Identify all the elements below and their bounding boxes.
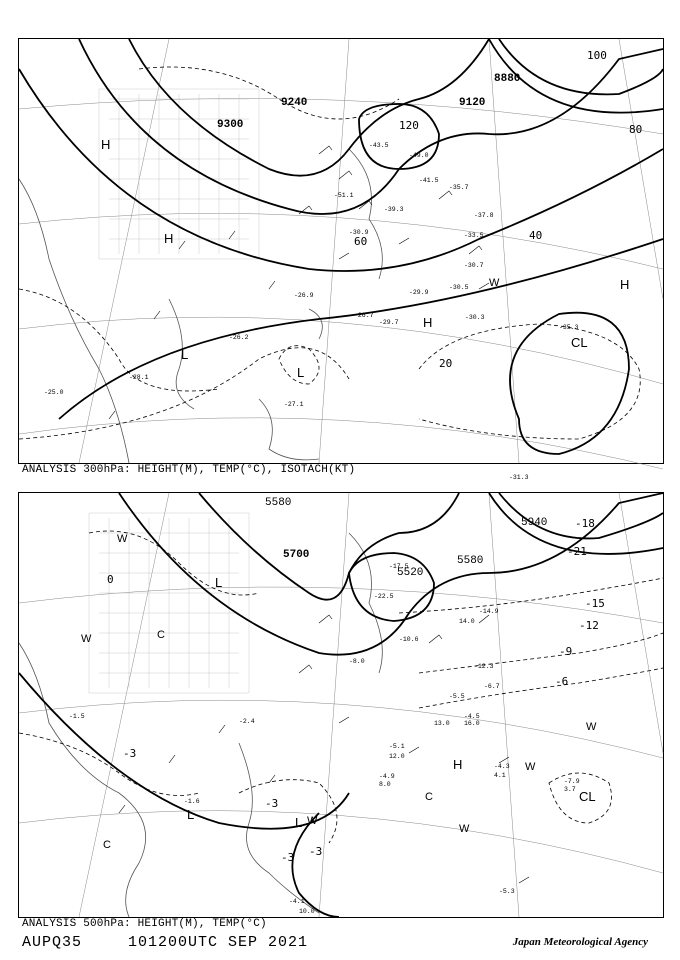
panel-caption-300hpa: ANALYSIS 300hPa: HEIGHT(M), TEMP(°C), ISOTACH(KT) bbox=[22, 464, 356, 476]
svg-text:-35.7: -35.7 bbox=[449, 184, 469, 191]
height-label-5520: 5520 bbox=[397, 567, 424, 579]
svg-text:-4.1: -4.1 bbox=[289, 898, 305, 905]
temp-label: -18 bbox=[575, 517, 595, 530]
svg-text:16.0: 16.0 bbox=[464, 720, 480, 727]
system-warm: W bbox=[525, 761, 536, 773]
svg-text:-33.5: -33.5 bbox=[464, 232, 484, 239]
svg-text:10.0: 10.0 bbox=[299, 908, 315, 915]
height-label-9240: 9240 bbox=[281, 97, 308, 109]
svg-text:-2.4: -2.4 bbox=[239, 718, 255, 725]
agency-name: Japan Meteorological Agency bbox=[512, 936, 648, 948]
svg-text:-39.3: -39.3 bbox=[384, 206, 404, 213]
hatched-area bbox=[89, 513, 249, 693]
system-high: H bbox=[164, 231, 174, 246]
isotach-label: 20 bbox=[439, 357, 453, 370]
system-low: L bbox=[215, 575, 223, 590]
system-high: H bbox=[620, 277, 630, 292]
system-cold: C bbox=[103, 839, 111, 851]
chart-code: AUPQ35 bbox=[22, 934, 83, 951]
svg-text:12.0: 12.0 bbox=[389, 753, 405, 760]
isotach-label: 100 bbox=[587, 49, 607, 62]
svg-text:-22.5: -22.5 bbox=[374, 593, 394, 600]
height-label-5580: 5580 bbox=[265, 497, 292, 509]
system-cold: C bbox=[157, 629, 165, 641]
height-contours bbox=[19, 39, 663, 454]
svg-text:-26.9: -26.9 bbox=[294, 292, 314, 299]
svg-text:-8.0: -8.0 bbox=[349, 658, 365, 665]
temp-label: -12 bbox=[579, 619, 599, 632]
svg-text:-30.7: -30.7 bbox=[464, 262, 484, 269]
temp-label: -3 bbox=[123, 747, 137, 760]
system-warm: W bbox=[81, 633, 92, 645]
svg-text:-29.7: -29.7 bbox=[379, 319, 399, 326]
panel-caption-500hpa: ANALYSIS 500hPa: HEIGHT(M), TEMP(°C) bbox=[22, 918, 267, 930]
system-low: L bbox=[295, 815, 303, 830]
svg-text:-12.3: -12.3 bbox=[474, 663, 494, 670]
system-cold: C bbox=[425, 791, 433, 803]
svg-text:3.7: 3.7 bbox=[564, 786, 576, 793]
temp-label: -3 bbox=[265, 797, 279, 810]
svg-text:-1.6: -1.6 bbox=[184, 798, 200, 805]
svg-text:-51.1: -51.1 bbox=[334, 192, 354, 199]
system-low: L bbox=[297, 365, 305, 380]
svg-text:-25.0: -25.0 bbox=[44, 389, 64, 396]
svg-text:-35.3: -35.3 bbox=[559, 324, 579, 331]
system-warm: W bbox=[307, 815, 318, 827]
coastline bbox=[19, 533, 382, 917]
svg-text:-31.3: -31.3 bbox=[509, 474, 529, 481]
svg-text:-30.5: -30.5 bbox=[449, 284, 469, 291]
map-panel-500hpa bbox=[18, 492, 664, 918]
svg-text:-7.9: -7.9 bbox=[564, 778, 580, 785]
temp-label: -9 bbox=[559, 645, 573, 658]
svg-text:13.0: 13.0 bbox=[434, 720, 450, 727]
height-label-9300: 9300 bbox=[217, 119, 244, 131]
height-label-5700: 5700 bbox=[283, 549, 310, 561]
system-low: L bbox=[187, 807, 195, 822]
svg-text:-10.6: -10.6 bbox=[399, 636, 419, 643]
svg-text:-5.5: -5.5 bbox=[449, 693, 465, 700]
svg-text:-4.3: -4.3 bbox=[494, 763, 510, 770]
station-obs bbox=[44, 142, 579, 481]
system-high: H bbox=[453, 757, 463, 772]
svg-text:-6.7: -6.7 bbox=[484, 683, 500, 690]
system-cold-low: CL bbox=[571, 335, 588, 350]
temp-label: -3 bbox=[281, 851, 295, 864]
isotach-label: 80 bbox=[629, 123, 643, 136]
temp-label: -15 bbox=[585, 597, 605, 610]
svg-text:4.1: 4.1 bbox=[494, 772, 506, 779]
svg-text:-26.7: -26.7 bbox=[354, 312, 374, 319]
system-high: H bbox=[423, 315, 433, 330]
svg-text:-28.1: -28.1 bbox=[129, 374, 149, 381]
isotach-label: 120 bbox=[399, 119, 419, 132]
coastline bbox=[19, 149, 382, 463]
svg-text:-4.9: -4.9 bbox=[379, 773, 395, 780]
svg-text:-30.9: -30.9 bbox=[349, 229, 369, 236]
isotach-label: 40 bbox=[529, 229, 543, 242]
svg-text:-29.9: -29.9 bbox=[409, 289, 429, 296]
system-warm: W bbox=[489, 277, 500, 289]
svg-text:-17.5: -17.5 bbox=[389, 563, 409, 570]
system-warm: W bbox=[459, 823, 470, 835]
station-obs bbox=[69, 563, 580, 915]
svg-text:-30.3: -30.3 bbox=[465, 314, 485, 321]
system-high: H bbox=[101, 137, 111, 152]
svg-text:-14.9: -14.9 bbox=[479, 608, 499, 615]
temp-label: 0 bbox=[107, 573, 114, 586]
height-label-8880: 8880 bbox=[494, 73, 521, 85]
svg-text:-49.0: -49.0 bbox=[409, 152, 429, 159]
svg-text:-27.1: -27.1 bbox=[284, 401, 304, 408]
system-warm: W bbox=[586, 721, 597, 733]
system-cold-low: CL bbox=[579, 789, 596, 804]
chart-datetime: 101200UTC SEP 2021 bbox=[128, 934, 309, 951]
temp-label: -3 bbox=[309, 845, 323, 858]
system-low: L bbox=[181, 347, 189, 362]
svg-text:-26.2: -26.2 bbox=[229, 334, 249, 341]
svg-text:-37.8: -37.8 bbox=[474, 212, 494, 219]
height-label-9120: 9120 bbox=[459, 97, 486, 109]
svg-text:-4.5: -4.5 bbox=[464, 713, 480, 720]
hatched-area bbox=[99, 89, 259, 259]
svg-text:-5.1: -5.1 bbox=[389, 743, 405, 750]
isotach-label: 60 bbox=[354, 235, 368, 248]
svg-text:-41.5: -41.5 bbox=[419, 177, 439, 184]
svg-text:8.0: 8.0 bbox=[379, 781, 391, 788]
svg-text:14.0: 14.0 bbox=[459, 618, 475, 625]
system-warm: W bbox=[117, 533, 128, 545]
temp-label: -6 bbox=[555, 675, 569, 688]
svg-text:-43.5: -43.5 bbox=[369, 142, 389, 149]
svg-text:-5.3: -5.3 bbox=[499, 888, 515, 895]
height-label-5580b: 5580 bbox=[457, 555, 484, 567]
graticule bbox=[19, 39, 663, 469]
temp-label: -21 bbox=[567, 545, 587, 558]
svg-text:-1.5: -1.5 bbox=[69, 713, 85, 720]
height-label-5940: 5940 bbox=[521, 517, 548, 529]
